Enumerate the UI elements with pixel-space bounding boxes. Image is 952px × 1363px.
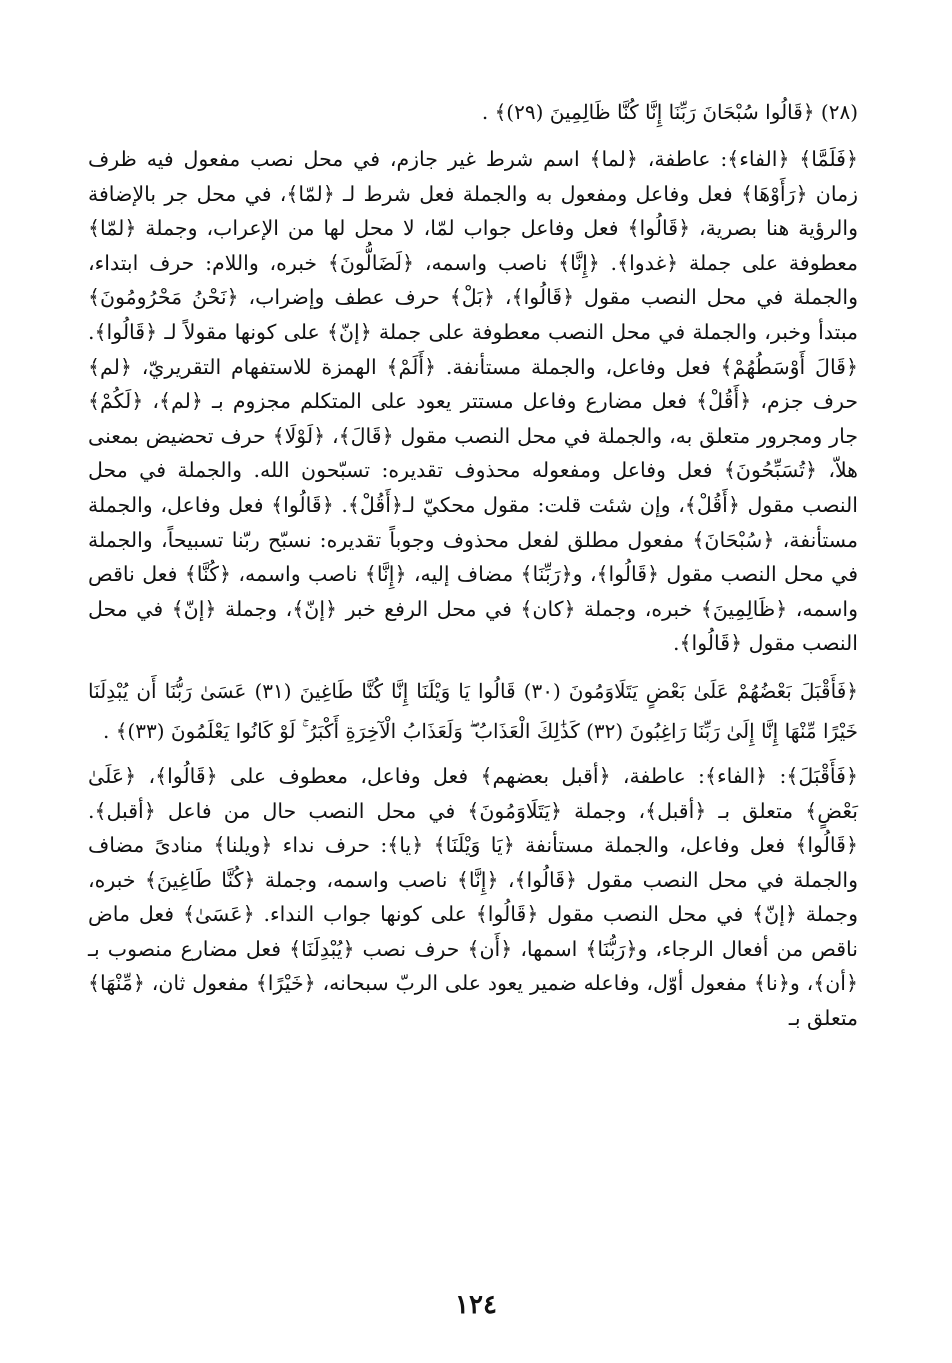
- quran-verse-28-29: (٢٨) ﴿قَالُوا سُبْحَانَ رَبِّنَا إِنَّا كُنَّا ظَالِمِينَ (٢٩)﴾ .: [481, 100, 858, 124]
- quran-verses-30-33: ﴿فَأَقْبَلَ بَعْضُهُمْ عَلَىٰ بَعْضٍ يَتَلَاوَمُونَ (٣٠) قَالُوا يَا وَيْلَنَا إِنَّا كُنَّا طَاغِينَ (٣١) عَسَىٰ رَبُّنَا أَن يُبْدِلَنَا خَيْرًا مِّنْهَا إِنَّا إِلَىٰ رَبِّنَا رَاغِبُونَ (٣٢) كَذَٰلِكَ الْعَذَابُ ۖ وَلَعَذَابُ الْآخِرَةِ أَكْبَرُ ۚ لَوْ كَانُوا يَعْلَمُونَ (٣٣)﴾ .: [88, 678, 858, 743]
- commentary-paragraph-1: ﴿فَلَمَّا﴾ ﴿الفاء﴾: عاطفة، ﴿لما﴾ اسم شرط غير جازم، في محل نصب مفعول فيه ظرف زمان ﴿رَأَوْهَا﴾ فعل وفاعل ومفعول به والجملة فعل شرط لـ ﴿لمّا﴾، في محل جر بالإضافة والرؤية هنا بصرية، ﴿قَالُوا﴾ فعل وفاعل جواب لمّا، لا محل لها من الإعراب، وجملة ﴿لمّا﴾ معطوفة على جملة ﴿غدوا﴾. ﴿إِنَّا﴾ ناصب واسمه، ﴿لَضَالُّونَ﴾ خبره، واللام: حرف ابتداء، والجملة في محل النصب مقول ﴿قَالُوا﴾، ﴿بَلْ﴾ حرف عطف وإضراب، ﴿نَحْنُ مَحْرُومُونَ﴾ مبتدأ وخبر، والجملة في محل النصب معطوفة على جملة ﴿إنّ﴾ على كونها مقولاً لـ ﴿قَالُوا﴾. ﴿قَالَ أَوْسَطُهُمْ﴾ فعل وفاعل، والجملة مستأنفة. ﴿أَلَمْ﴾ الهمزة للاستفهام التقريريّ، ﴿لم﴾ حرف جزم، ﴿أَقُلْ﴾ فعل مضارع وفاعل مستتر يعود على المتكلم مجزوم بـ ﴿لم﴾، ﴿لَكُمْ﴾ جار ومجرور متعلق به، والجملة في محل النصب مقول ﴿قَالَ﴾، ﴿لَوْلَا﴾ حرف تحضيض بمعنى هلاّ، ﴿تُسَبِّحُونَ﴾ فعل وفاعل ومفعوله محذوف تقديره: تسبّحون الله. والجملة في محل النصب مقول ﴿أَقُلْ﴾، وإن شئت قلت: مقول محكيّ لـ﴿أَقُلْ﴾. ﴿قَالُوا﴾ فعل وفاعل، والجملة مستأنفة، ﴿سُبْحَانَ﴾ مفعول مطلق لفعل محذوف وجوباً تقديره: نسبّح ربّنا تسبيحاً، والجملة في محل النصب مقول ﴿قَالُوا﴾، و﴿رَبِّنَا﴾ مضاف إليه، ﴿إِنَّا﴾ ناصب واسمه، ﴿كُنَّا﴾ فعل ناقص واسمه، ﴿ظَالِمِينَ﴾ خبره، وجملة ﴿كان﴾ في محل الرفع خبر ﴿إنّ﴾، وجملة ﴿إنّ﴾ في محل النصب مقول ﴿قَالُوا﴾.: [88, 147, 858, 656]
- page-body: [88, 92, 858, 1036]
- commentary-paragraph-2: ﴿فَأَقْبَلَ﴾: ﴿الفاء﴾: عاطفة، ﴿أقبل بعضهم﴾ فعل وفاعل، معطوف على ﴿قَالُوا﴾، ﴿عَلَىٰ بَعْضٍ﴾ متعلق بـ ﴿أقبل﴾، وجملة ﴿يَتَلَاوَمُونَ﴾ في محل النصب حال من فاعل ﴿أقبل﴾. ﴿قَالُوا﴾ فعل وفاعل، والجملة مستأنفة ﴿يَا وَيْلَنَا﴾ ﴿يا﴾: حرف نداء ﴿ويلنا﴾ منادىً مضاف والجملة في محل النصب مقول ﴿قَالُوا﴾، ﴿إِنَّا﴾ ناصب واسمه، وجملة ﴿كُنَّا طَاغِينَ﴾ خبره، وجملة ﴿إنّ﴾ في محل النصب مقول ﴿قَالُوا﴾ على كونها جواب النداء. ﴿عَسَىٰ﴾ فعل ماض ناقص من أفعال الرجاء، و﴿رَبُّنَا﴾ اسمها، ﴿أَن﴾ حرف نصب ﴿يُبْدِلَنَا﴾ فعل مضارع منصوب بـ ﴿أن﴾، و﴿نا﴾ مفعول أوّل، وفاعله ضمير يعود على الربّ سبحانه، ﴿خَيْرًا﴾ مفعول ثان، ﴿مِّنْهَا﴾ متعلق بـ: [88, 763, 858, 1031]
- page-number: ١٢٤: [455, 1290, 497, 1320]
